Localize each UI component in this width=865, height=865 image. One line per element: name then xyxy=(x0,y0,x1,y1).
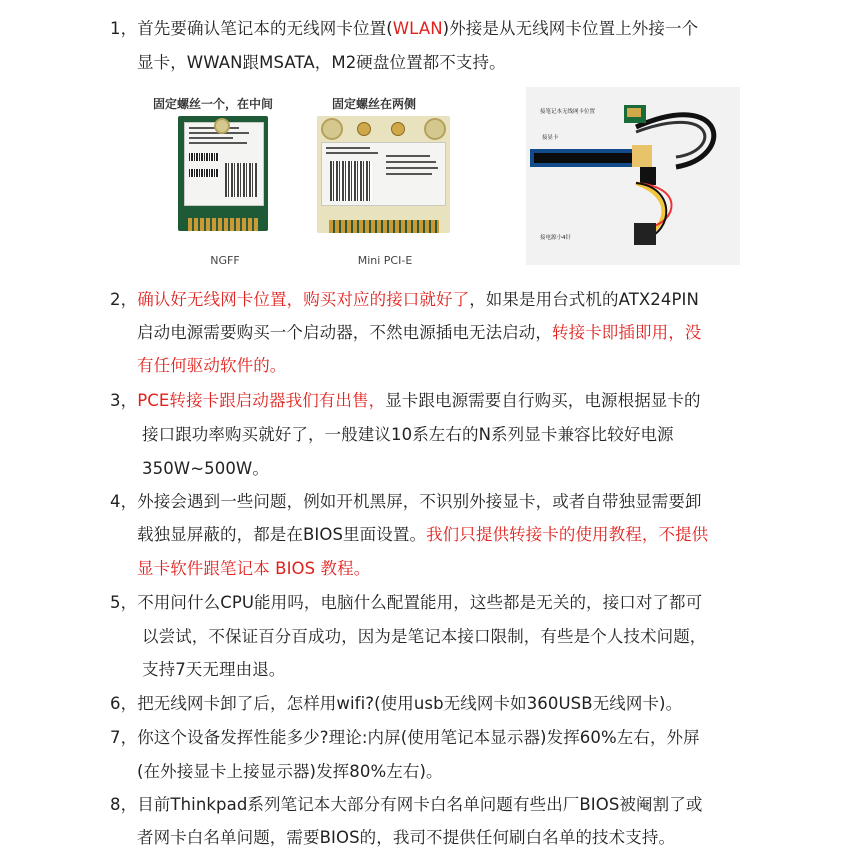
card-contacts xyxy=(188,218,258,231)
antenna-connector-icon xyxy=(391,122,405,136)
paragraph-4-line-2 xyxy=(137,523,708,547)
paragraph-2-line-1 xyxy=(110,288,699,312)
text-span: 2， xyxy=(110,290,138,309)
text-span: 载独显屏蔽的，都是在BIOS里面设置。 xyxy=(137,525,427,544)
highlight-text: WLAN xyxy=(392,19,443,38)
card-label xyxy=(184,122,264,206)
caption-left-top: 固定螺丝一个，在中间 xyxy=(153,97,274,111)
screw-icon xyxy=(321,118,343,140)
paragraph-3-line-1 xyxy=(110,389,701,413)
screw-icon xyxy=(424,118,446,140)
caption-left-bottom: NGFF xyxy=(210,254,240,267)
caption-right-top: 固定螺丝在两侧 xyxy=(332,97,417,111)
mini-pcie-card-image xyxy=(317,116,450,233)
highlight-text: PCE转接卡跟启动器我们有出售， xyxy=(137,391,386,410)
qr-code xyxy=(330,161,372,201)
card-contacts xyxy=(329,220,439,233)
mini-pcie-card-figure xyxy=(310,90,470,270)
paragraph-2-line-3: 有任何驱动软件的。 xyxy=(137,356,287,375)
paragraph-3-line-2: 接口跟功率购买就好了，一般建议10系左右的N系列显卡兼容比较好电源 xyxy=(142,425,674,444)
paragraph-5-line-3: 支持7天无理由退。 xyxy=(142,660,286,679)
text-span: )外接是从无线网卡位置上外接一个 xyxy=(442,19,699,38)
text-span: 启动电源需要购买一个启动器，不然电源插电无法启动， xyxy=(137,323,552,342)
paragraph-8-line-1: 8，目前Thinkpad系列笔记本大部分有网卡白名单问题有些出厂BIOS被阉割了或 xyxy=(110,795,703,814)
riser-label-1: 接笔记本无线网卡位置 xyxy=(540,109,596,115)
paragraph-7-line-2: (在外接显卡上接显示器)发挥80%左右)。 xyxy=(137,762,443,781)
paragraph-4-line-1: 4，外接会遇到一些问题，例如开机黑屏，不识别外接显卡，或者自带独显需要卸 xyxy=(110,492,702,511)
riser-label-2: 接显卡 xyxy=(542,135,559,141)
paragraph-4-line-3: 显卡软件跟笔记本 BIOS 教程。 xyxy=(137,559,371,578)
antenna-connector-icon xyxy=(357,122,371,136)
qr-code xyxy=(225,163,257,197)
ngff-card-figure xyxy=(145,90,305,270)
text-span: 1，首先要确认笔记本的无线网卡位置( xyxy=(110,19,393,38)
paragraph-6-line-1: 6，把无线网卡卸了后，怎样用wifi?(使用usb无线网卡如360USB无线网卡)。 xyxy=(110,694,683,713)
text-span: 显卡跟电源需要自行购买，电源根据显卡的 xyxy=(385,391,701,410)
paragraph-3-line-3: 350W~500W。 xyxy=(142,459,269,478)
paragraph-2-line-2 xyxy=(137,321,701,345)
screw-icon xyxy=(214,118,230,134)
paragraph-1-line-2: 显卡，WWAN跟MSATA，M2硬盘位置都不支持。 xyxy=(137,53,506,72)
ngff-card-image xyxy=(178,116,268,231)
text-span: ，如果是用台式机的ATX24PIN xyxy=(469,290,699,309)
highlight-text: 转接卡即插即用，没 xyxy=(552,323,702,342)
paragraph-1-line-1 xyxy=(110,17,698,41)
riser-kit-figure xyxy=(526,87,740,265)
paragraph-7-line-1: 7，你这个设备发挥性能多少?理论:内屏(使用笔记本显示器)发挥60%左右，外屏 xyxy=(110,728,700,747)
riser-label-3: 接电源小4针 xyxy=(540,235,571,241)
paragraph-5-line-1: 5，不用问什么CPU能用吗，电脑什么配置能用，这些都是无关的，接口对了都可 xyxy=(110,593,703,612)
highlight-text: 我们只提供转接卡的使用教程，不提供 xyxy=(426,525,709,544)
highlight-text: 确认好无线网卡位置，购买对应的接口就好了 xyxy=(137,290,470,309)
paragraph-5-line-2: 以尝试，不保证百分百成功，因为是笔记本接口限制，有些是个人技术问题， xyxy=(142,627,707,646)
caption-right-bottom: Mini PCI-E xyxy=(357,254,413,267)
paragraph-8-line-2: 者网卡白名单问题，需要BIOS的，我司不提供任何刷白名单的技术支持。 xyxy=(137,828,676,847)
card-label xyxy=(321,142,446,206)
text-span: 3， xyxy=(110,391,138,410)
